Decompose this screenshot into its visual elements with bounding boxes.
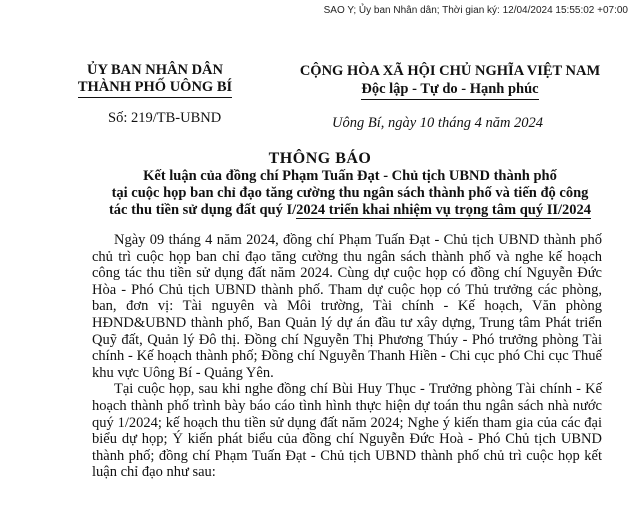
subtitle-line-1: Kết luận của đồng chí Phạm Tuấn Đạt - Chủ tịch UBND thành phố (143, 168, 557, 184)
national-title-block (270, 62, 630, 100)
body-paragraph-2: Tại cuộc họp, sau khi nghe đồng chí Bùi Huy Thục - Trưởng phòng Tài chính - Kế hoạch thành phố trình bày báo cáo tình hình thực hiện dự toán thu ngân sách nhà nước quý 1/2024; kế hoạch thu tiền sử dụng đất năm 2024; Nghe ý kiến tham gia của các đại biểu dự họp; Ý kiến phát biểu của đồng chí Nguyễn Đức Hoà - Phó Chủ tịch UBND thành phố; đồng chí Phạm Tuấn Đạt - Chủ tịch UBND thành phố chủ trì cuộc họp kết luận chỉ đạo như sau: (92, 381, 602, 481)
national-motto: Độc lập - Tự do - Hạnh phúc (361, 80, 538, 100)
issuer-block (70, 62, 240, 98)
document-number: Số: 219/TB-UBND (108, 110, 222, 126)
document-header (0, 46, 640, 116)
digital-signature-stamp: SAO Y; Ủy ban Nhân dân; Thời gian ký: 12/04/2024 15:55:02 +07:00 (323, 5, 628, 16)
issuer-line-1: ỦY BAN NHÂN DÂN (86, 62, 223, 78)
document-body (92, 232, 602, 481)
national-title: CỘNG HÒA XÃ HỘI CHỦ NGHĨA VIỆT NAM (299, 63, 601, 79)
subtitle-line-3b: 2024 triển khai nhiệm vụ trọng tâm quý II/2024 (296, 202, 592, 218)
subtitle-line-2: tại cuộc họp ban chỉ đạo tăng cường thu ngân sách thành phố và tiến độ công (111, 185, 589, 201)
issuer-line-2: THÀNH PHỐ UÔNG BÍ (78, 79, 232, 98)
subtitle-line-3a: tác thu tiền sử dụng đất quý I/ (108, 202, 297, 218)
body-paragraph-1: Ngày 09 tháng 4 năm 2024, đồng chí Phạm Tuấn Đạt - Chủ tịch UBND thành phố chủ trì cuộc họp ban chỉ đạo tăng cường thu ngân sách thành phố và nghe kế hoạch công tác thu tiền sử dụng đất năm 2024. Cùng dự cuộc họp có đồng chí Nguyễn Đức Hòa - Phó Chủ tịch UBND thành phố. Tham dự cuộc họp có Thủ trưởng các phòng, ban, đơn vị: Tài nguyên và Môi trường, Tài chính - Kế hoạch, Văn phòng HĐND&UBND thành phố, Ban Quản lý dự án đầu tư xây dựng, Trung tâm Phát triển Quỹ đất, Quản lý Đô thị. Đồng chí Nguyễn Thị Phương Thúy - Phó trưởng phòng Tài chính - Kế hoạch thành phố; Đồng chí Nguyễn Thanh Hiền - Chi cục phó Chi cục Thuế khu vực Uông Bí - Quảng Yên. (92, 232, 602, 381)
document-title: THÔNG BÁO (268, 150, 372, 167)
subtitle-line-3 (100, 202, 600, 219)
place-and-date: Uông Bí, ngày 10 tháng 4 năm 2024 (332, 115, 544, 131)
document-subtitle (100, 168, 600, 219)
